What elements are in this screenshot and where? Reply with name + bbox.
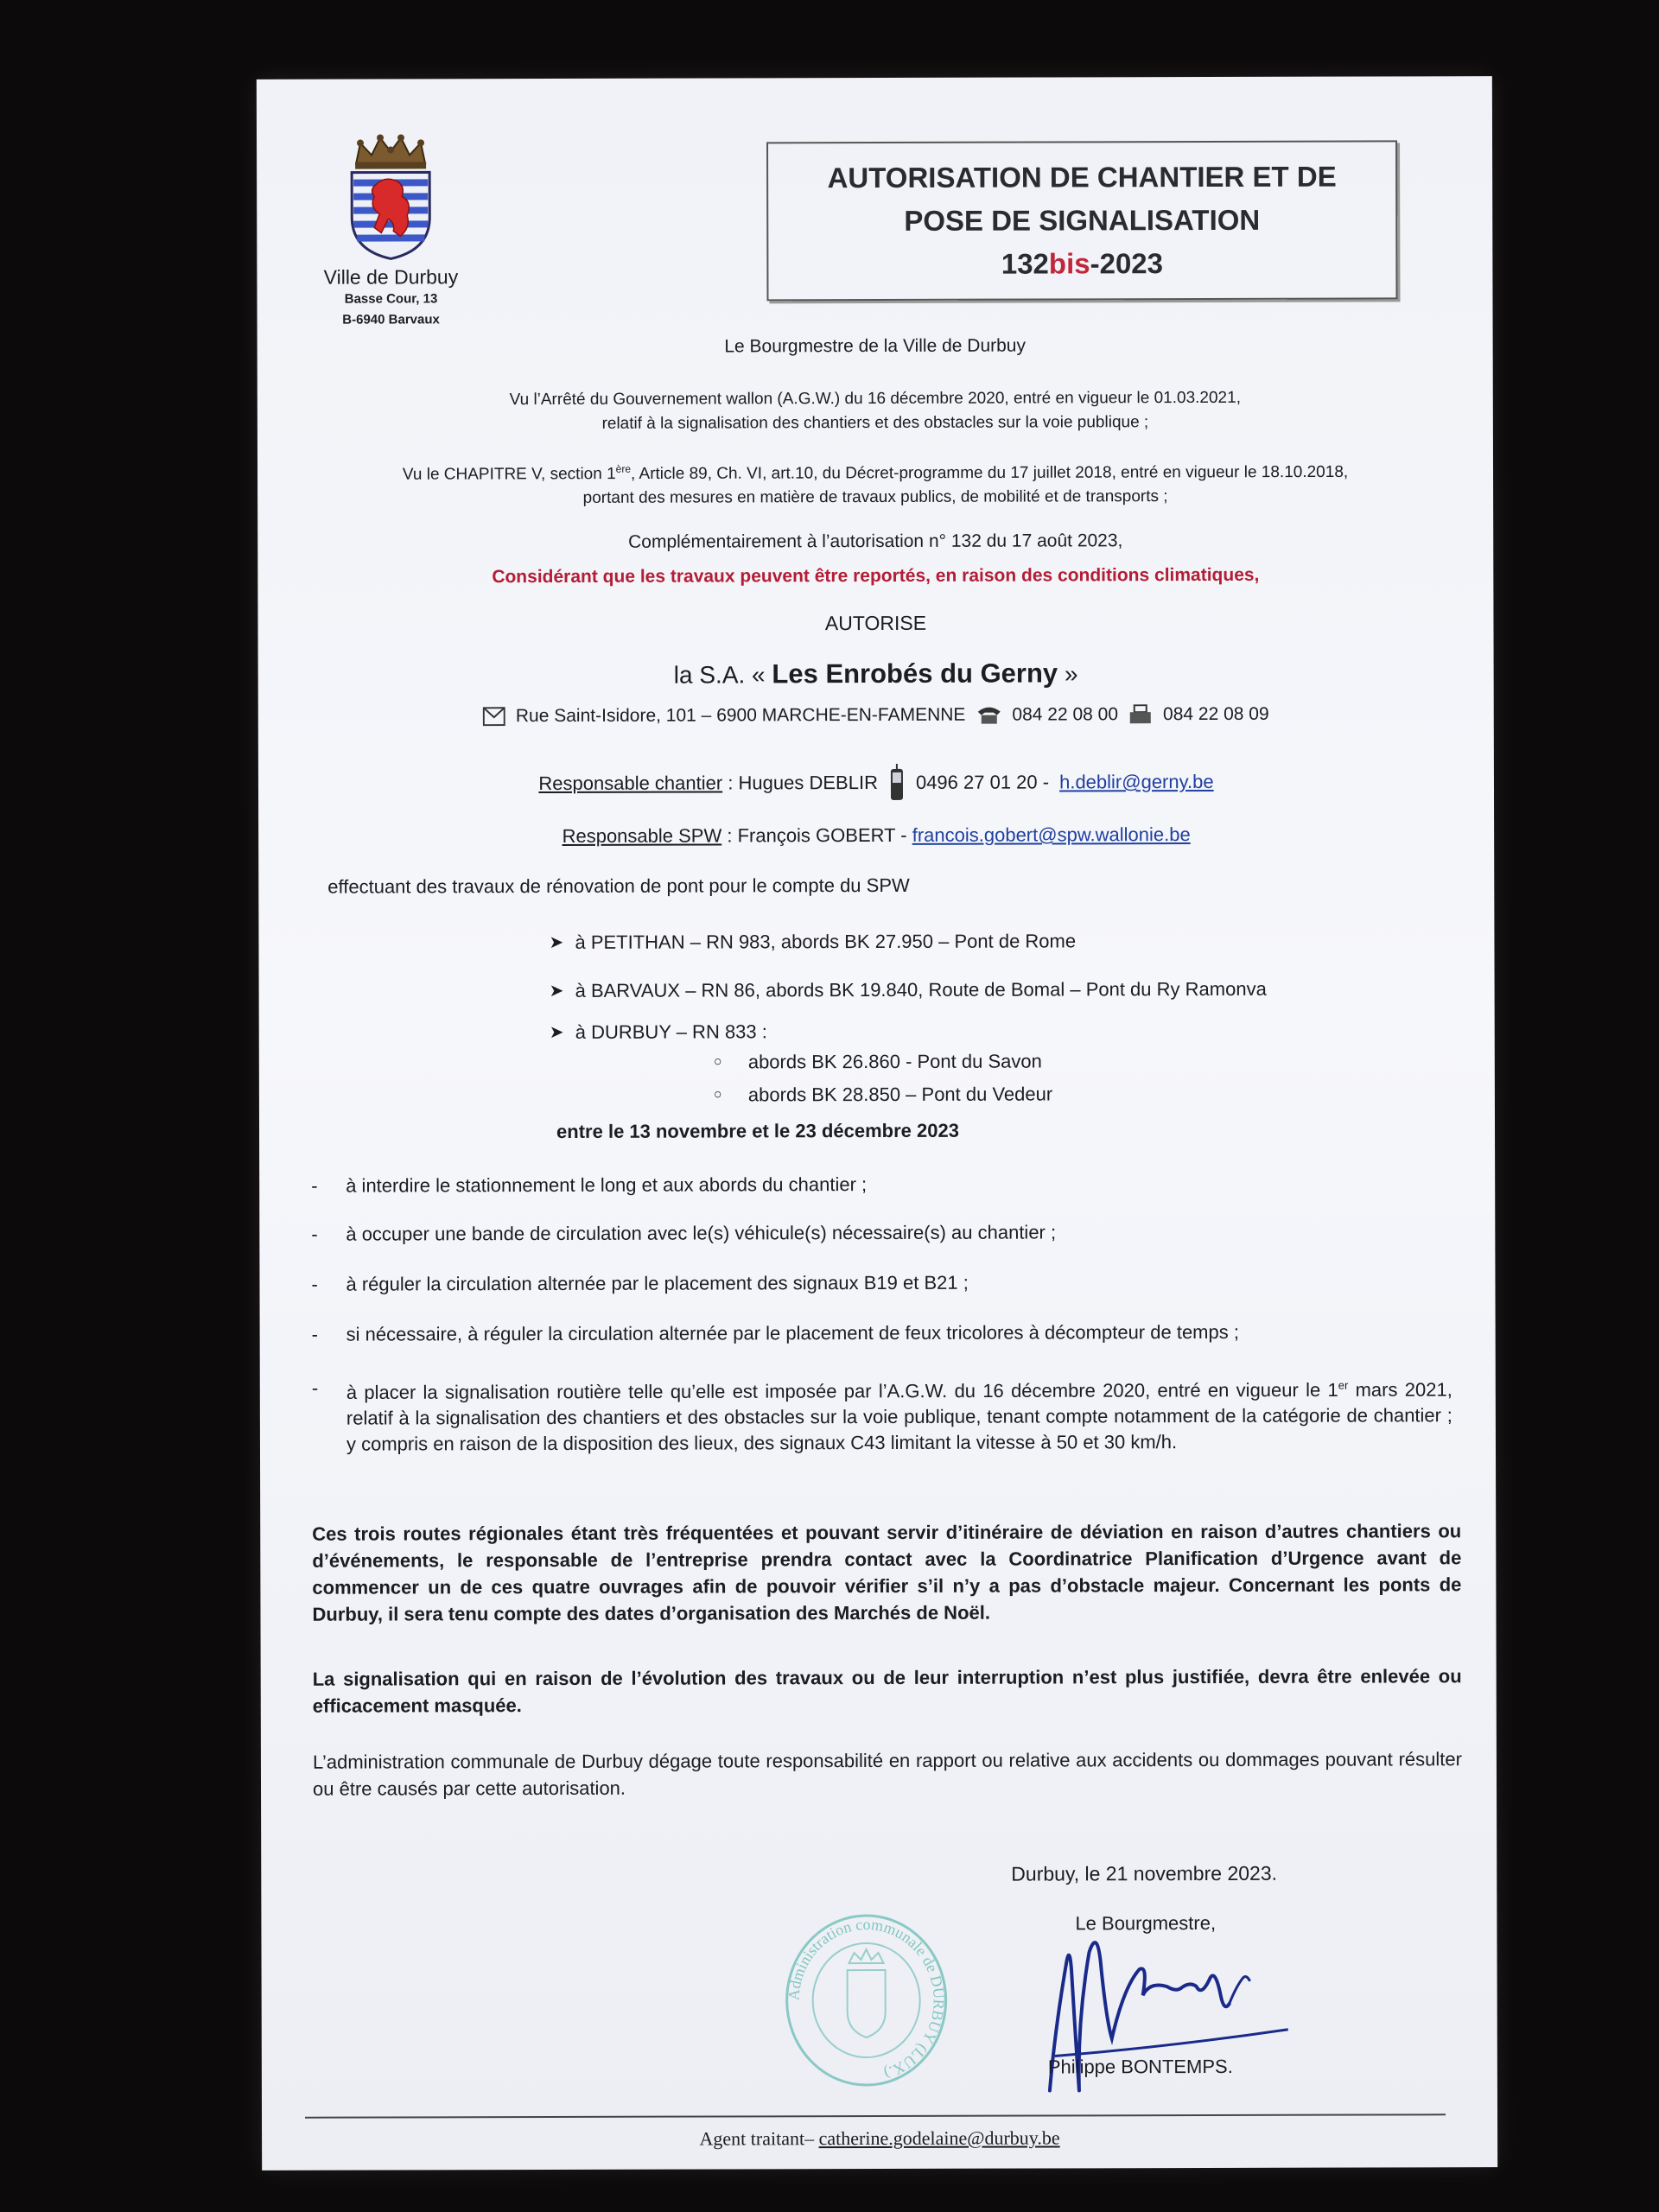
- telephone-icon: [976, 705, 1001, 726]
- dash-marker: -: [311, 1273, 318, 1295]
- legal-reference-1: [257, 385, 1493, 437]
- legal-ref-1-line2: relatif à la signalisation des chantiers et des obstacles sur la voie publique ;: [601, 413, 1149, 433]
- envelope-icon: [483, 707, 505, 726]
- site-manager-phone: 0496 27 01 20 -: [915, 771, 1050, 793]
- measure-5-pre: à placer la signalisation routière telle qu’elle est imposée par l’A.G.W. du 16 décembre 2020, entré en vigueur le 1: [346, 1378, 1338, 1403]
- site-manager-row: [258, 762, 1494, 804]
- town-address-line1: Basse Cour, 13: [344, 291, 438, 307]
- signatory-name: Philippe BONTEMPS.: [1047, 2055, 1233, 2078]
- svg-text:Administration communale de DU: Administration communale de DURBUY (LUX.): [785, 1916, 948, 2082]
- authorization-number: [1001, 242, 1163, 285]
- work-site-item: ➤ à BARVAUX – RN 86, abords BK 19.840, Route de Bomal – Pont du Ry Ramonva: [550, 964, 1414, 1015]
- spw-manager-email-link[interactable]: francois.gobert@spw.wallonie.be: [912, 823, 1191, 846]
- durbuy-sub-item: ○ abords BK 26.860 - Pont du Savon: [714, 1045, 1319, 1079]
- number-year: -2023: [1090, 247, 1164, 280]
- title-line1: AUTORISATION DE CHANTIER ET DE: [827, 160, 1337, 194]
- footer: [262, 2126, 1497, 2152]
- number-main: 132: [1001, 247, 1049, 280]
- fax-icon: [1128, 704, 1153, 725]
- legal-ref-2-sup: ère: [615, 462, 632, 475]
- company-phone: 084 22 08 00: [1012, 704, 1119, 725]
- town-address-line2: B-6940 Barvaux: [342, 312, 440, 327]
- measure-item: [311, 1218, 1452, 1247]
- measure-text: si nécessaire, à réguler la circulation alternée par le placement de feux tricolores à décompteur de temps ;: [346, 1320, 1239, 1345]
- spw-manager-label: Responsable SPW: [562, 824, 722, 847]
- liability-paragraph: L’administration communale de Durbuy dégage toute responsabilité en rapport ou relative aux accidents ou dommages pouvant résulter ou être causés par cette autorisation.: [312, 1748, 1462, 1800]
- mobile-phone-icon: [888, 764, 906, 802]
- measure-text: à réguler la circulation alternée par le placement des signaux B19 et B21 ;: [346, 1271, 969, 1295]
- dash-marker: -: [311, 1323, 318, 1345]
- legal-ref-2-post: , Article 89, Ch. VI, art.10, du Décret-programme du 17 juillet 2018, entré en vigueur le 18.10.2018,: [630, 462, 1349, 484]
- signatory-title: Le Bourgmestre,: [1075, 1911, 1217, 1935]
- title-line2: POSE DE SIGNALISATION: [904, 203, 1261, 237]
- dash-marker: -: [311, 1376, 319, 1399]
- works-intro: effectuant des travaux de rénovation de pont pour le compte du SPW: [327, 874, 910, 898]
- company-fax: 084 22 08 09: [1162, 703, 1269, 725]
- site-manager-text: [538, 772, 878, 795]
- municipality-block: [291, 130, 491, 331]
- work-period: entre le 13 novembre et le 23 décembre 2023: [556, 1119, 959, 1142]
- coordination-paragraph: Ces trois routes régionales étant très fréquentées et pouvant servir d’itinéraire de déviation en raison d’autres chantiers ou d’événements, le responsable de l’entreprise prendra contact avec la Coordinatrice Planification d’Urgence avant de commencer un de ces quatre ouvrages afin de pouvoir vérifier s’il n’y a pas d’obstacle majeur. Concernant les ponts de Durbuy, il sera tenu compte des dates d’organisation des Marchés de Noël.: [312, 1520, 1462, 1625]
- measure-text: à occuper une bande de circulation avec le(s) véhicule(s) nécessaire(s) au chantier ;: [346, 1221, 1057, 1245]
- complement-line: Complémentairement à l’autorisation n° 132 du 17 août 2023,: [628, 531, 1123, 552]
- dash-marker: -: [311, 1174, 318, 1197]
- company-address: Rue Saint-Isidore, 101 – 6900 MARCHE-EN-FAMENNE: [515, 704, 966, 727]
- issuer-line: Le Bourgmestre de la Ville de Durbuy: [724, 335, 1027, 357]
- work-site-item: ➤ à DURBUY – RN 833 :: [550, 1013, 1414, 1050]
- number-bis: bis: [1048, 247, 1090, 280]
- legal-ref-2-line2: portant des mesures en matière de travaux publics, de mobilité et de transports ;: [582, 487, 1168, 508]
- company-name: Les Enrobés du Gerny: [772, 658, 1058, 690]
- document-page: [257, 76, 1497, 2171]
- measure-5-post: mars 2021, relatif à la signalisation des chantiers et des obstacles sur la voie publique, tenant compte notamment de la catégorie de chantier ; y compris en raison de la disposition des lieux, des signaux C43 limitant la vitesse à 50 et 30 km/h.: [346, 1378, 1452, 1455]
- company-suffix: »: [1064, 660, 1078, 688]
- spw-manager-name: : François GOBERT -: [721, 823, 907, 847]
- company-prefix: la S.A. «: [673, 661, 766, 689]
- measure-item: [311, 1170, 1452, 1198]
- company-line: [258, 657, 1494, 691]
- agent-email-link[interactable]: catherine.godelaine@durbuy.be: [818, 2126, 1060, 2150]
- measure-text: [346, 1372, 1452, 1458]
- measure-5-sup: er: [1338, 1378, 1349, 1392]
- work-sites-list: [549, 916, 1413, 1050]
- document-title-box: [766, 140, 1397, 301]
- measure-item: [312, 1372, 1452, 1458]
- autorise-heading: AUTORISE: [824, 611, 927, 635]
- legal-reference-2: [257, 454, 1493, 512]
- coat-of-arms-icon: [343, 130, 438, 260]
- place-date: Durbuy, le 21 novembre 2023.: [1011, 1861, 1278, 1885]
- site-manager-name: : Hugues DEBLIR: [722, 771, 878, 794]
- measure-text: à interdire le stationnement le long et aux abords du chantier ;: [346, 1173, 868, 1197]
- dash-marker: -: [311, 1223, 318, 1245]
- footer-divider: [305, 2113, 1446, 2118]
- site-manager-email-link[interactable]: h.deblir@gerny.be: [1059, 770, 1214, 793]
- measure-item: [311, 1268, 1452, 1297]
- spw-manager-row: [258, 823, 1494, 849]
- considerant-line: Considérant que les travaux peuvent être reportés, en raison des conditions climatiques,: [492, 564, 1260, 588]
- legal-ref-2-pre: Vu le CHAPITRE V, section 1: [402, 465, 616, 484]
- work-site-item: ➤ à PETITHAN – RN 983, abords BK 27.950 – Pont de Rome: [549, 916, 1413, 967]
- official-stamp: [779, 1910, 953, 2092]
- company-contact-row: [258, 703, 1494, 728]
- legal-ref-2-line1: [257, 454, 1493, 487]
- durbuy-sublist: [714, 1045, 1319, 1112]
- signage-paragraph: La signalisation qui en raison de l’évolution des travaux ou de leur interruption n’est plus justifiée, devra être enlevée ou efficacement masquée.: [312, 1665, 1462, 1717]
- legal-ref-1-line1: Vu l’Arrêté du Gouvernement wallon (A.G.W.) du 16 décembre 2020, entré en vigueur le 01.03.2021,: [509, 388, 1242, 410]
- measure-item: [312, 1319, 1452, 1347]
- durbuy-sub-item: ○ abords BK 28.850 – Pont du Vedeur: [714, 1077, 1319, 1112]
- site-manager-label: Responsable chantier: [538, 772, 723, 795]
- agent-label: Agent traitant–: [699, 2127, 815, 2150]
- town-name: Ville de Durbuy: [323, 265, 459, 289]
